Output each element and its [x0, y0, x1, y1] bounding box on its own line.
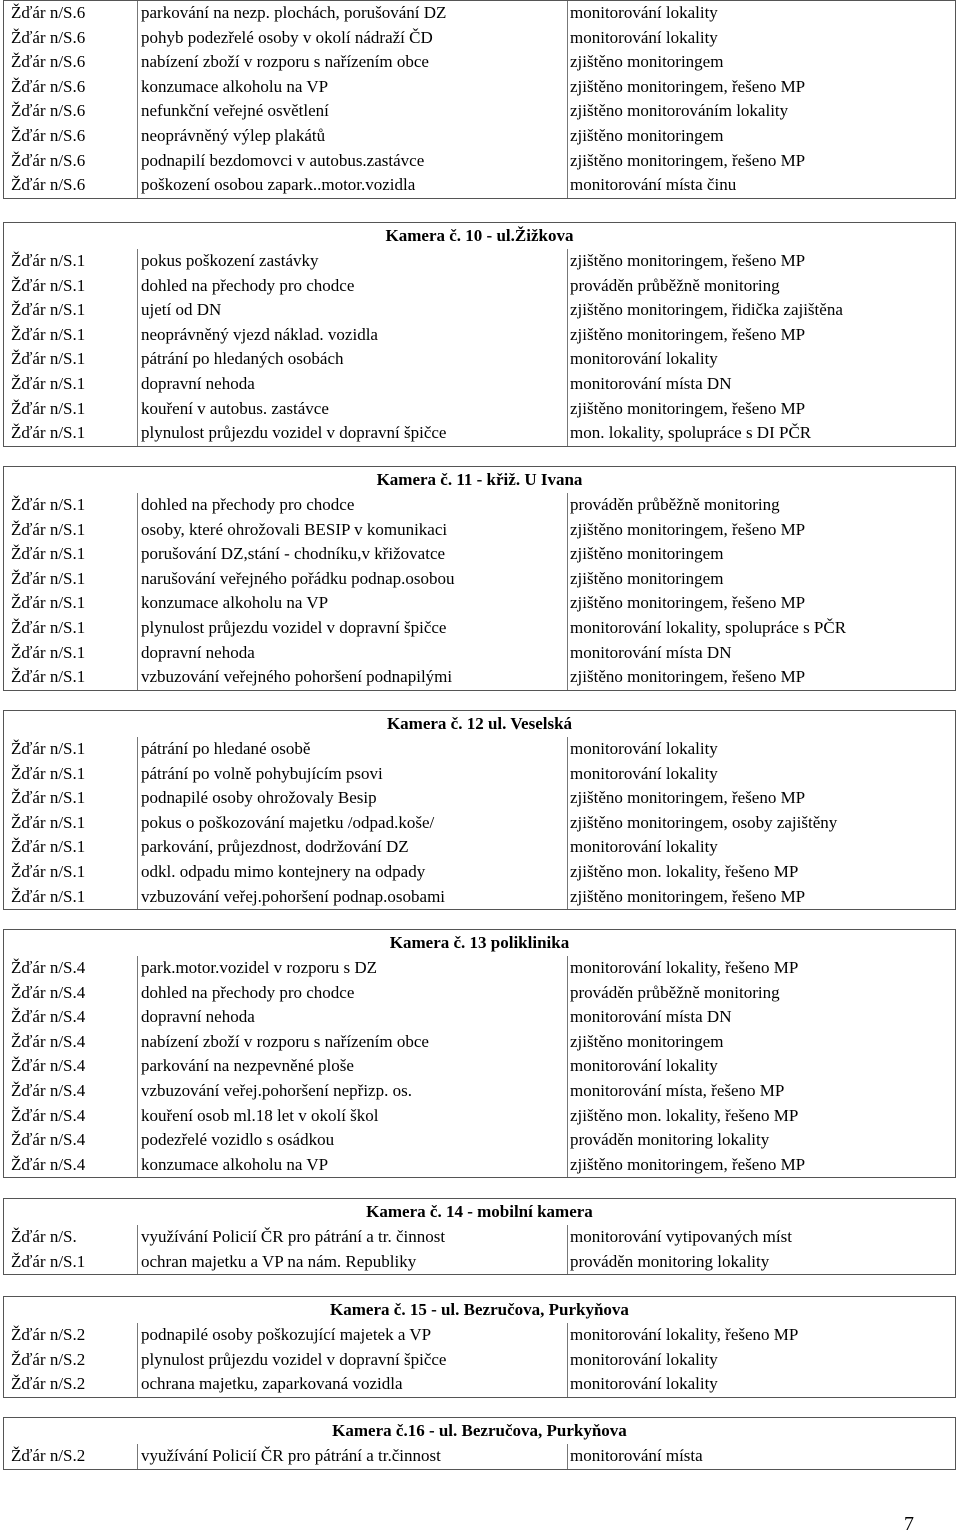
incident-cell: narušování veřejného pořádku podnap.osobou [141, 568, 455, 588]
camera-section [3, 1296, 956, 1398]
incident-cell: dohled na přechody pro chodce [141, 982, 355, 1002]
result-cell: monitorování lokality [570, 349, 718, 369]
result-cell: monitorování vytipovaných míst [570, 1227, 792, 1246]
result-cell: zjištěno monitoringem [570, 52, 724, 72]
location-cell: Žďár n/S.2 [11, 1349, 86, 1369]
table-row [4, 1005, 955, 1030]
location-cell: Žďár n/S.1 [11, 300, 86, 320]
table-row [4, 567, 955, 592]
table-row [4, 298, 955, 323]
table-row [4, 173, 955, 198]
table-row [4, 26, 955, 51]
result-cell: zjištěno mon. lokality, řešeno MP [570, 861, 799, 881]
incident-cell: vzbuzování veřej.pohoršení podnap.osobami [141, 886, 446, 906]
table-row [4, 1250, 955, 1275]
incident-cell: kouření osob ml.18 let v okolí škol [141, 1105, 379, 1125]
location-cell: Žďár n/S.6 [11, 125, 86, 145]
result-cell: zjištěno monitoringem, řešeno MP [570, 667, 806, 687]
table-row [4, 323, 955, 348]
table-row [4, 737, 955, 762]
incident-cell: pátrání po volně pohybujícím psovi [141, 763, 383, 783]
table-row [4, 665, 955, 690]
incident-cell: konzumace alkoholu na VP [141, 593, 329, 613]
location-cell: Žďár n/S.1 [11, 617, 86, 637]
camera-heading: Kamera č. 12 ul. Veselská [386, 714, 573, 733]
table-row [4, 1079, 955, 1104]
table-row [4, 762, 955, 787]
camera-section [3, 222, 956, 447]
location-cell: Žďár n/S.4 [11, 958, 86, 977]
result-cell: zjištěno monitoringem [570, 544, 724, 564]
table-row [4, 956, 955, 981]
table-row [4, 616, 955, 641]
table-row [4, 372, 955, 397]
table-row [4, 1444, 955, 1469]
incident-cell: plynulost průjezdu vozidel v dopravní špičce [141, 617, 447, 637]
table-row [4, 75, 955, 100]
result-cell: monitorování lokality, řešeno MP [570, 958, 799, 977]
location-cell: Žďár n/S.1 [11, 495, 86, 514]
table-row [4, 786, 955, 811]
location-cell: Žďár n/S.1 [11, 568, 86, 588]
location-cell: Žďár n/S.1 [11, 667, 86, 687]
incident-cell: neoprávněný výlep plakátů [141, 125, 326, 145]
table-row [4, 1372, 955, 1397]
result-cell: zjištěno monitoringem, řešeno MP [570, 150, 806, 170]
location-cell: Žďár n/S.2 [11, 1446, 86, 1465]
table-row [4, 1104, 955, 1129]
location-cell: Žďár n/S.1 [11, 544, 86, 564]
result-cell: monitorování lokality [570, 1374, 718, 1394]
table-row [4, 860, 955, 885]
table-row [4, 1225, 955, 1250]
incident-cell: porušování DZ,stání - chodníku,v křižovatce [141, 544, 446, 564]
location-cell: Žďár n/S.1 [11, 349, 86, 369]
incident-cell: parkování na nezp. plochách, porušování DZ [141, 3, 447, 22]
incident-cell: dopravní nehoda [141, 373, 255, 393]
table-row [4, 149, 955, 174]
camera-section [3, 710, 956, 910]
location-cell: Žďár n/S.6 [11, 3, 86, 22]
result-cell: zjištěno monitoringem, osoby zajištěny [570, 812, 838, 832]
table-row [4, 1153, 955, 1178]
table-row [4, 1, 955, 26]
result-cell: zjištěno monitoringem, řešeno MP [570, 788, 806, 808]
location-cell: Žďár n/S.4 [11, 1105, 86, 1125]
table-row [4, 591, 955, 616]
location-cell: Žďár n/S.1 [11, 837, 86, 857]
result-cell: zjištěno monitoringem [570, 125, 724, 145]
location-cell: Žďár n/S.6 [11, 101, 86, 121]
incident-cell: dohled na přechody pro chodce [141, 495, 355, 514]
incident-cell: konzumace alkoholu na VP [141, 1154, 329, 1174]
incident-cell: nabízení zboží v rozporu s nařízením obce [141, 1031, 429, 1051]
camera-heading: Kamera č. 14 - mobilní kamera [366, 1202, 593, 1221]
incident-cell: dopravní nehoda [141, 1007, 255, 1027]
incident-cell: dopravní nehoda [141, 642, 255, 662]
incident-cell: využívání Policií ČR pro pátrání a tr. činnost [141, 1227, 446, 1246]
location-cell: Žďár n/S.4 [11, 982, 86, 1002]
camera-section [3, 0, 956, 199]
location-cell: Žďár n/S.1 [11, 324, 86, 344]
incident-cell: vzbuzování veřej.pohoršení nepřizp. os. [141, 1080, 412, 1100]
incident-cell: pokus poškození zastávky [141, 251, 319, 270]
location-cell: Žďár n/S.6 [11, 76, 86, 96]
location-cell: Žďár n/S.2 [11, 1325, 86, 1344]
incident-cell: podnapilé osoby ohrožovaly Besip [141, 788, 377, 808]
location-cell: Žďár n/S.1 [11, 642, 86, 662]
location-cell: Žďár n/S.1 [11, 275, 86, 295]
table-row [4, 50, 955, 75]
result-cell: prováděn monitoring lokality [570, 1130, 770, 1150]
location-cell: Žďár n/S.1 [11, 812, 86, 832]
table-row [4, 347, 955, 372]
location-cell: Žďár n/S.6 [11, 27, 86, 47]
result-cell: monitorování místa DN [570, 642, 732, 662]
incident-cell: pátrání po hledaných osobách [141, 349, 344, 369]
table-row [4, 124, 955, 149]
table-row [4, 493, 955, 518]
result-cell: monitorování lokality [570, 763, 718, 783]
incident-cell: pohyb podezřelé osoby v okolí nádraží ČD [141, 27, 433, 47]
result-cell: monitorování místa DN [570, 373, 732, 393]
location-cell: Žďár n/S.1 [11, 519, 86, 539]
result-cell: prováděn průběžně monitoring [570, 982, 780, 1002]
table-row [4, 1323, 955, 1348]
result-cell: zjištěno monitoringem [570, 1031, 724, 1051]
table-row [4, 641, 955, 666]
result-cell: monitorování lokality, spolupráce s PČR [570, 617, 847, 637]
table-row [4, 249, 955, 274]
location-cell: Žďár n/S.4 [11, 1031, 86, 1051]
location-cell: Žďár n/S.1 [11, 251, 86, 270]
table-row [4, 518, 955, 543]
result-cell: prováděn průběžně monitoring [570, 275, 780, 295]
result-cell: prováděn průběžně monitoring [570, 495, 780, 514]
incident-cell: konzumace alkoholu na VP [141, 76, 329, 96]
location-cell: Žďár n/S.6 [11, 175, 86, 195]
location-cell: Žďár n/S.1 [11, 886, 86, 906]
table-row [4, 981, 955, 1006]
table-row [4, 835, 955, 860]
result-cell: zjištěno monitoringem, řešeno MP [570, 324, 806, 344]
camera-section [3, 1198, 956, 1275]
result-cell: zjištěno monitoringem, řešeno MP [570, 886, 806, 906]
result-cell: zjištěno monitoringem, řešeno MP [570, 593, 806, 613]
location-cell: Žďár n/S.1 [11, 1251, 86, 1271]
result-cell: monitorování lokality, řešeno MP [570, 1325, 799, 1344]
result-cell: monitorování lokality [570, 3, 718, 22]
incident-cell: parkování, průjezdnost, dodržování DZ [141, 837, 409, 857]
location-cell: Žďár n/S.4 [11, 1130, 86, 1150]
result-cell: monitorování místa činu [570, 175, 737, 195]
location-cell: Žďár n/S.6 [11, 150, 86, 170]
location-cell: Žďár n/S.1 [11, 373, 86, 393]
location-cell: Žďár n/S. [11, 1227, 77, 1246]
camera-section [3, 466, 956, 691]
result-cell: zjištěno monitoringem [570, 568, 724, 588]
incident-cell: ujetí od DN [141, 300, 222, 320]
incident-cell: park.motor.vozidel v rozporu s DZ [141, 958, 378, 977]
result-cell: zjištěno mon. lokality, řešeno MP [570, 1105, 799, 1125]
incident-cell: pokus o poškozování majetku /odpad.koše/ [141, 812, 435, 832]
result-cell: monitorování místa [570, 1446, 703, 1465]
result-cell: zjištěno monitoringem, řešeno MP [570, 398, 806, 418]
incident-cell: odkl. odpadu mimo kontejnery na odpady [141, 861, 426, 881]
result-cell: zjištěno monitoringem, řešeno MP [570, 251, 806, 270]
table-row [4, 811, 955, 836]
table-row [4, 99, 955, 124]
location-cell: Žďár n/S.4 [11, 1056, 86, 1076]
incident-cell: plynulost průjezdu vozidel v dopravní špičce [141, 423, 447, 443]
table-row [4, 542, 955, 567]
location-cell: Žďár n/S.1 [11, 593, 86, 613]
location-cell: Žďár n/S.1 [11, 861, 86, 881]
camera-heading: Kamera č.16 - ul. Bezručova, Purkyňova [332, 1421, 627, 1440]
incident-cell: ochrana majetku, zaparkovaná vozidla [141, 1374, 403, 1394]
location-cell: Žďár n/S.4 [11, 1007, 86, 1027]
table-row [4, 1128, 955, 1153]
incident-cell: dohled na přechody pro chodce [141, 275, 355, 295]
result-cell: monitorování místa, řešeno MP [570, 1080, 785, 1100]
incident-cell: poškození osobou zapark..motor.vozidla [141, 175, 416, 195]
camera-heading: Kamera č. 13 poliklinika [389, 933, 570, 952]
incident-cell: plynulost průjezdu vozidel v dopravní špičce [141, 1349, 447, 1369]
result-cell: monitorování lokality [570, 1056, 718, 1076]
incident-cell: kouření v autobus. zastávce [141, 398, 329, 418]
result-cell: monitorování lokality [570, 739, 718, 758]
incident-cell: pátrání po hledané osobě [141, 739, 311, 758]
result-cell: monitorování lokality [570, 1349, 718, 1369]
table-row [4, 1348, 955, 1373]
location-cell: Žďár n/S.6 [11, 52, 86, 72]
location-cell: Žďár n/S.1 [11, 423, 86, 443]
result-cell: zjištěno monitoringem, řidička zajištěna [570, 300, 843, 320]
result-cell: prováděn monitoring lokality [570, 1251, 770, 1271]
page-number: 7 [904, 1513, 914, 1535]
incident-cell: osoby, které ohrožovali BESIP v komunikaci [141, 519, 448, 539]
result-cell: monitorování lokality [570, 27, 718, 47]
location-cell: Žďár n/S.4 [11, 1154, 86, 1174]
location-cell: Žďár n/S.4 [11, 1080, 86, 1100]
table-row [4, 885, 955, 910]
incident-cell: nefunkční veřejné osvětlení [141, 101, 329, 121]
table-row [4, 397, 955, 422]
incident-cell: podnapilí bezdomovci v autobus.zastávce [141, 150, 425, 170]
result-cell: monitorování lokality [570, 837, 718, 857]
incident-cell: podnapilé osoby poškozující majetek a VP [141, 1325, 432, 1344]
table-row [4, 421, 955, 446]
camera-section [3, 929, 956, 1178]
camera-section [3, 1417, 956, 1470]
incident-cell: nabízení zboží v rozporu s nařízením obce [141, 52, 429, 72]
result-cell: zjištěno monitoringem, řešeno MP [570, 76, 806, 96]
incident-cell: parkování na nezpevněné ploše [141, 1056, 354, 1076]
result-cell: zjištěno monitoringem, řešeno MP [570, 1154, 806, 1174]
incident-cell: vzbuzování veřejného pohoršení podnapilými [141, 667, 453, 687]
incident-cell: ochran majetku a VP na nám. Republiky [141, 1251, 417, 1271]
result-cell: monitorování místa DN [570, 1007, 732, 1027]
location-cell: Žďár n/S.1 [11, 398, 86, 418]
camera-heading: Kamera č. 10 - ul.Žižkova [385, 226, 574, 245]
camera-heading: Kamera č. 11 - křiž. U Ivana [376, 470, 583, 489]
result-cell: mon. lokality, spolupráce s DI PČR [570, 423, 812, 443]
location-cell: Žďár n/S.1 [11, 763, 86, 783]
location-cell: Žďár n/S.1 [11, 739, 86, 758]
table-row [4, 1054, 955, 1079]
incident-cell: využívání Policií ČR pro pátrání a tr.činnost [141, 1446, 441, 1465]
incident-cell: podezřelé vozidlo s osádkou [141, 1130, 335, 1150]
camera-heading: Kamera č. 15 - ul. Bezručova, Purkyňova [330, 1300, 629, 1319]
table-row [4, 274, 955, 299]
location-cell: Žďár n/S.1 [11, 788, 86, 808]
result-cell: zjištěno monitorováním lokality [570, 101, 789, 121]
table-row [4, 1030, 955, 1055]
location-cell: Žďár n/S.2 [11, 1374, 86, 1394]
result-cell: zjištěno monitoringem, řešeno MP [570, 519, 806, 539]
incident-cell: neoprávněný vjezd náklad. vozidla [141, 324, 378, 344]
